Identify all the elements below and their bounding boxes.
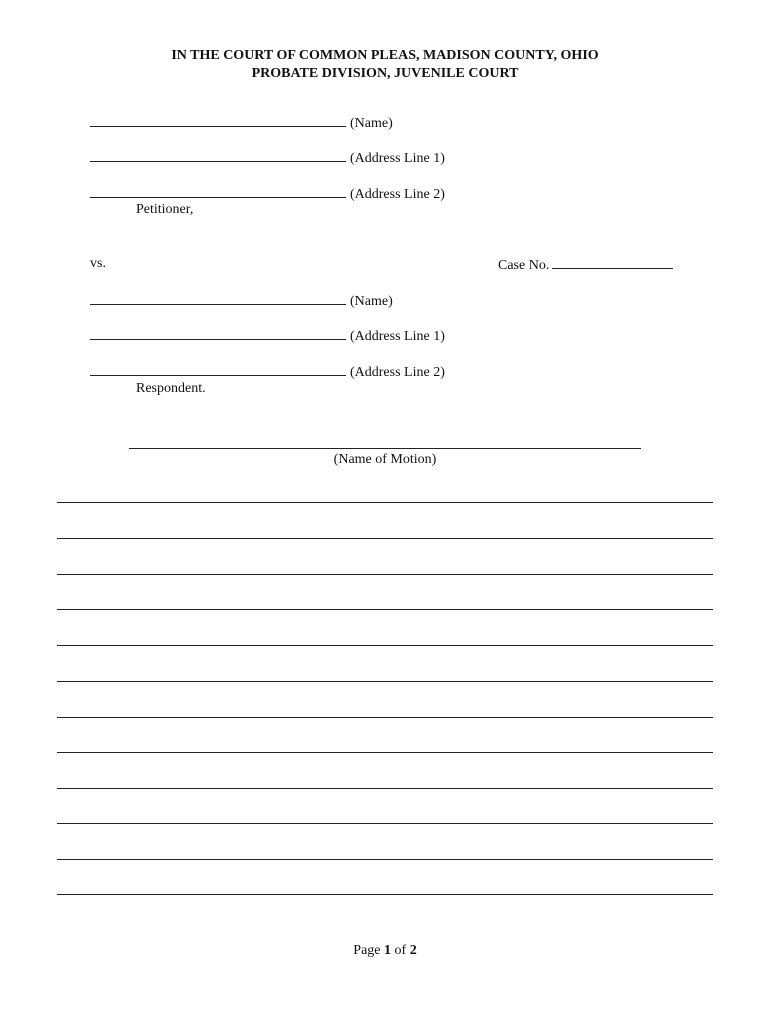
body-line[interactable]: [57, 502, 713, 503]
petitioner-address1-label: (Address Line 1): [350, 151, 445, 166]
respondent-name-blank[interactable]: [90, 291, 346, 305]
body-line[interactable]: [57, 681, 713, 682]
respondent-address2-field: [90, 362, 445, 380]
body-line[interactable]: [57, 574, 713, 575]
body-line[interactable]: [57, 645, 713, 646]
page-word: Page: [353, 943, 381, 958]
petitioner-address1-blank[interactable]: [90, 148, 346, 162]
petitioner-name-field: [90, 113, 393, 131]
respondent-address1-field: [90, 326, 445, 344]
case-number-label: Case No.: [498, 258, 550, 273]
page-current: 1: [384, 943, 392, 958]
page-number: [0, 942, 770, 960]
body-line[interactable]: [57, 823, 713, 824]
case-number-field: [498, 255, 673, 275]
case-number-blank[interactable]: [552, 255, 673, 269]
body-line[interactable]: [57, 894, 713, 895]
petitioner-address1-field: [90, 148, 445, 166]
petitioner-name-label: (Name): [350, 116, 393, 131]
body-line[interactable]: [57, 788, 713, 789]
respondent-name-field: [90, 291, 393, 309]
body-line[interactable]: [57, 752, 713, 753]
petitioner-label: Petitioner,: [136, 202, 194, 217]
respondent-address1-label: (Address Line 1): [350, 329, 445, 344]
page-of-word: of: [394, 943, 407, 958]
respondent-label: Respondent.: [136, 381, 206, 396]
body-line[interactable]: [57, 538, 713, 539]
petitioner-address2-field: [90, 184, 445, 202]
motion-name-label: (Name of Motion): [333, 452, 437, 467]
body-line[interactable]: [57, 609, 713, 610]
petitioner-name-blank[interactable]: [90, 113, 346, 127]
respondent-address1-blank[interactable]: [90, 326, 346, 340]
page-total: 2: [409, 943, 417, 958]
court-header-line-1: IN THE COURT OF COMMON PLEAS, MADISON COUNTY, OHIO: [171, 48, 599, 63]
court-header-line-2: PROBATE DIVISION, JUVENILE COURT: [251, 66, 519, 81]
petitioner-address2-blank[interactable]: [90, 184, 346, 198]
versus-label: vs.: [90, 256, 106, 271]
petitioner-address2-label: (Address Line 2): [350, 187, 445, 202]
body-line[interactable]: [57, 859, 713, 860]
body-line[interactable]: [57, 717, 713, 718]
respondent-address2-blank[interactable]: [90, 362, 346, 376]
respondent-address2-label: (Address Line 2): [350, 365, 445, 380]
motion-name-blank[interactable]: [129, 448, 641, 449]
respondent-name-label: (Name): [350, 294, 393, 309]
